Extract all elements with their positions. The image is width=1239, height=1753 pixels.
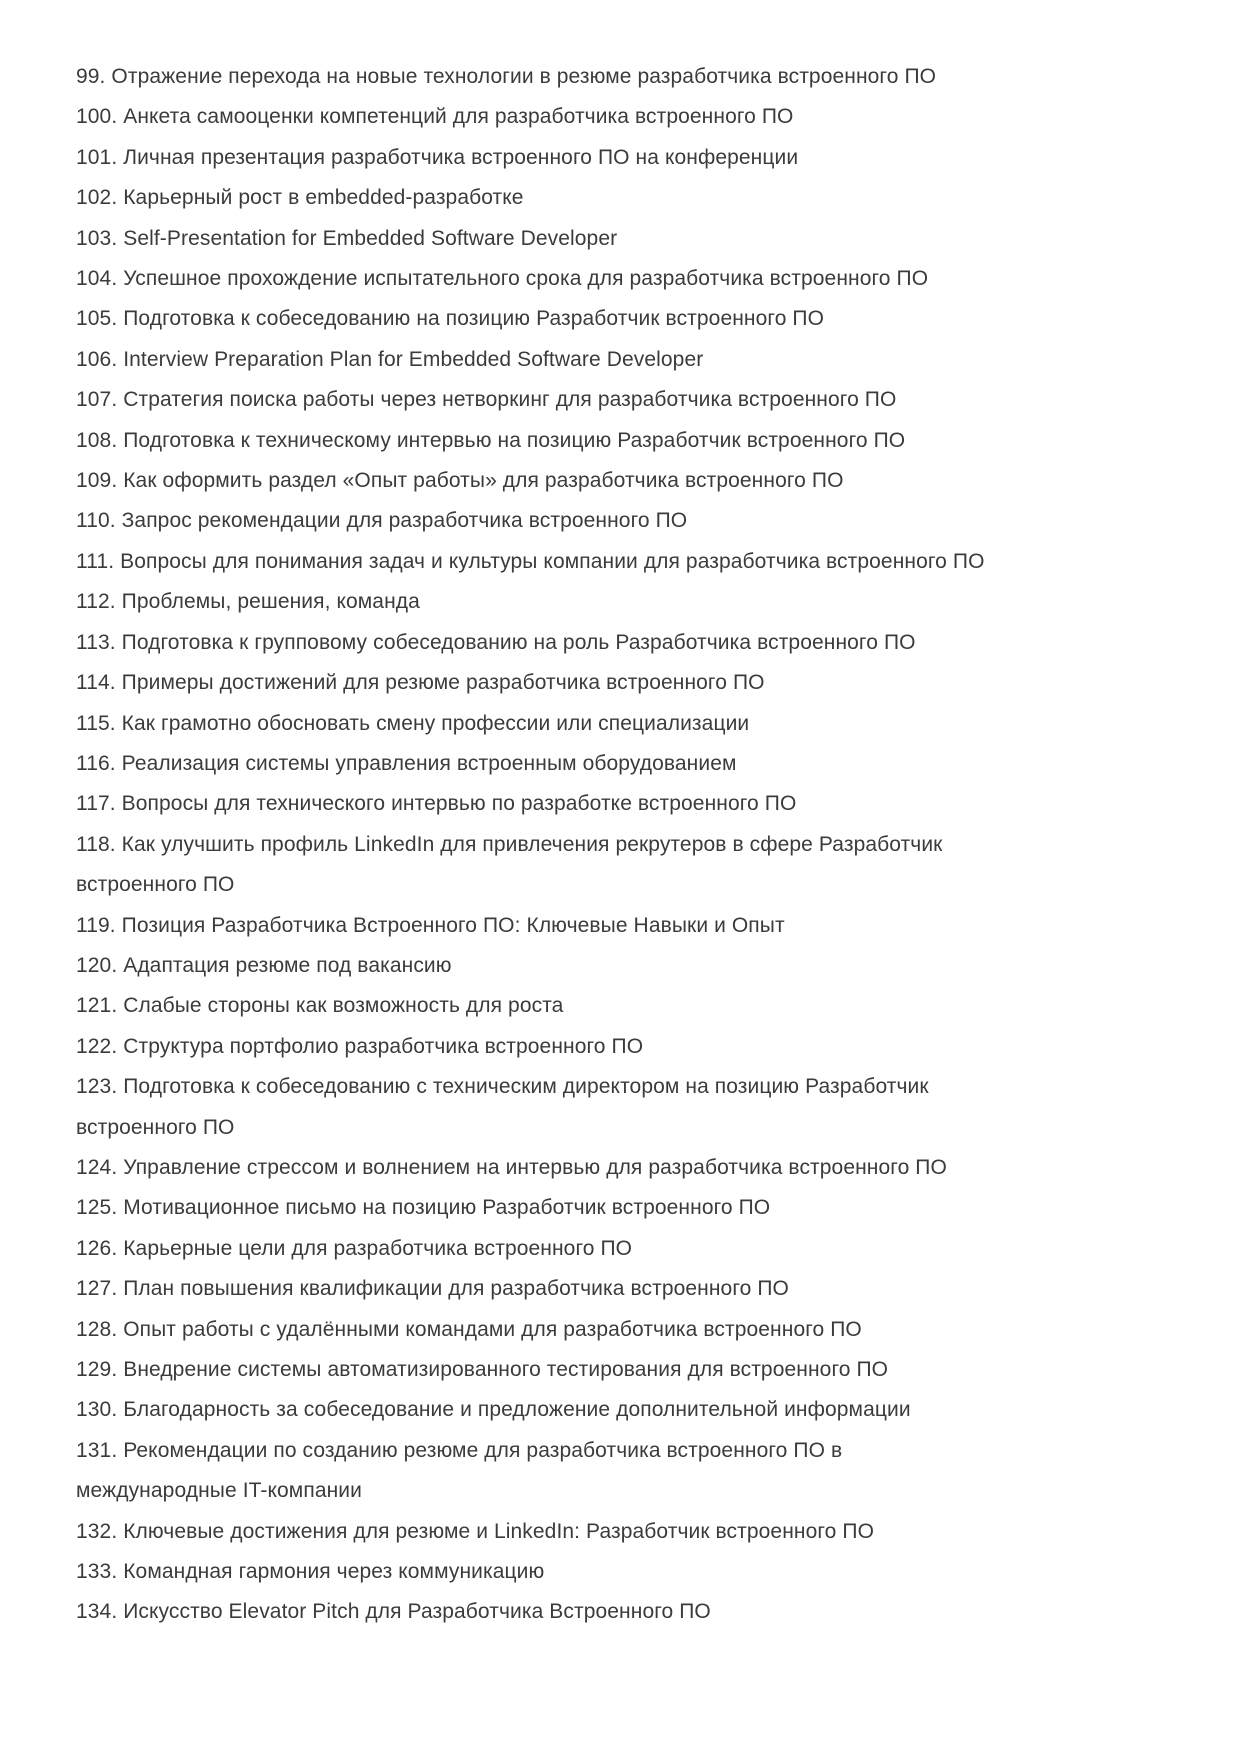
list-item	[76, 542, 1171, 582]
item-text: 105. Подготовка к собеседованию на позицию Разработчик встроенного ПО	[76, 307, 825, 331]
item-list	[76, 57, 1171, 1633]
item-text: 116. Реализация системы управления встроенным оборудованием	[76, 751, 737, 775]
list-item	[76, 97, 1171, 137]
item-text: 108. Подготовка к техническому интервью на позицию Разработчик встроенного ПО	[76, 428, 906, 452]
item-text: 134. Искусство Elevator Pitch для Разработчика Встроенного ПО	[76, 1600, 711, 1624]
item-text: 102. Карьерный рост в embedded-разработке	[76, 186, 524, 210]
list-item	[76, 259, 1171, 299]
list-item	[76, 986, 1171, 1026]
item-text-continuation: встроенного ПО	[76, 1115, 235, 1139]
item-text: 100. Анкета самооценки компетенций для разработчика встроенного ПО	[76, 105, 794, 129]
item-text: 112. Проблемы, решения, команда	[76, 590, 420, 614]
item-text: 110. Запрос рекомендации для разработчика встроенного ПО	[76, 509, 688, 533]
list-item	[76, 380, 1171, 420]
list-item	[76, 1269, 1171, 1309]
list-item	[76, 946, 1171, 986]
list-item	[76, 663, 1171, 703]
list-item	[76, 623, 1171, 663]
list-item	[76, 1229, 1171, 1269]
item-text: 122. Структура портфолио разработчика встроенного ПО	[76, 1034, 644, 1058]
list-item	[76, 1027, 1171, 1067]
item-text: 119. Позиция Разработчика Встроенного ПО: Ключевые Навыки и Опыт	[76, 913, 785, 937]
list-item	[76, 138, 1171, 178]
list-item	[76, 1431, 1171, 1512]
item-text: 126. Карьерные цели для разработчика встроенного ПО	[76, 1236, 633, 1260]
list-item	[76, 57, 1171, 97]
item-text: 103. Self-Presentation for Embedded Software Developer	[76, 226, 618, 250]
item-text: 115. Как грамотно обосновать смену профессии или специализации	[76, 711, 750, 735]
list-item	[76, 1310, 1171, 1350]
list-item	[76, 582, 1171, 622]
list-item	[76, 825, 1171, 906]
item-text: 113. Подготовка к групповому собеседованию на роль Разработчика встроенного ПО	[76, 630, 916, 654]
list-item	[76, 1350, 1171, 1390]
item-text: 118. Как улучшить профиль LinkedIn для привлечения рекрутеров в сфере Разработчик	[76, 832, 943, 856]
list-item	[76, 906, 1171, 946]
item-text: 131. Рекомендации по созданию резюме для разработчика встроенного ПО в	[76, 1438, 843, 1462]
list-item	[76, 501, 1171, 541]
item-text: 117. Вопросы для технического интервью по разработке встроенного ПО	[76, 792, 797, 816]
item-text: 120. Адаптация резюме под вакансию	[76, 953, 452, 977]
list-item	[76, 1592, 1171, 1632]
item-text: 129. Внедрение системы автоматизированного тестирования для встроенного ПО	[76, 1358, 889, 1381]
item-text-continuation: встроенного ПО	[76, 873, 235, 897]
item-text: 106. Interview Preparation Plan for Embedded Software Developer	[76, 347, 704, 371]
item-text: 101. Личная презентация разработчика встроенного ПО на конференции	[76, 145, 799, 169]
item-text: 109. Как оформить раздел «Опыт работы» для разработчика встроенного ПО	[76, 469, 844, 493]
list-item	[76, 704, 1171, 744]
list-item	[76, 421, 1171, 461]
item-text: 123. Подготовка к собеседованию с техническим директором на позицию Разработчик	[76, 1075, 929, 1099]
item-text: 114. Примеры достижений для резюме разработчика встроенного ПО	[76, 671, 765, 695]
list-item	[76, 1512, 1171, 1552]
list-item	[76, 1390, 1171, 1430]
list-item	[76, 1148, 1171, 1188]
item-text: 133. Командная гармония через коммуникацию	[76, 1560, 545, 1584]
item-text: 107. Стратегия поиска работы через нетворкинг для разработчика встроенного ПО	[76, 388, 897, 412]
list-item	[76, 784, 1171, 824]
list-item	[76, 1067, 1171, 1148]
list-item	[76, 461, 1171, 501]
list-item	[76, 299, 1171, 339]
item-text: 121. Слабые стороны как возможность для роста	[76, 994, 564, 1018]
item-text: 111. Вопросы для понимания задач и культуры компании для разработчика встроенного ПО	[76, 549, 985, 573]
item-text: 104. Успешное прохождение испытательного срока для разработчика встроенного ПО	[76, 267, 929, 291]
list-item	[76, 219, 1171, 259]
list-item	[76, 1552, 1171, 1592]
item-text: 128. Опыт работы с удалёнными командами для разработчика встроенного ПО	[76, 1317, 862, 1341]
item-text: 99. Отражение перехода на новые технологии в резюме разработчика встроенного ПО	[76, 65, 937, 88]
item-text: 124. Управление стрессом и волнением на интервью для разработчика встроенного ПО	[76, 1155, 947, 1179]
item-text: 132. Ключевые достижения для резюме и LinkedIn: Разработчик встроенного ПО	[76, 1519, 875, 1543]
item-text-continuation: международные IT-компании	[76, 1479, 362, 1503]
list-item	[76, 1188, 1171, 1228]
list-item	[76, 744, 1171, 784]
list-item	[76, 178, 1171, 218]
list-item	[76, 340, 1171, 380]
item-text: 127. План повышения квалификации для разработчика встроенного ПО	[76, 1277, 789, 1301]
item-text: 125. Мотивационное письмо на позицию Разработчик встроенного ПО	[76, 1196, 771, 1220]
item-text: 130. Благодарность за собеседование и предложение дополнительной информации	[76, 1398, 911, 1422]
